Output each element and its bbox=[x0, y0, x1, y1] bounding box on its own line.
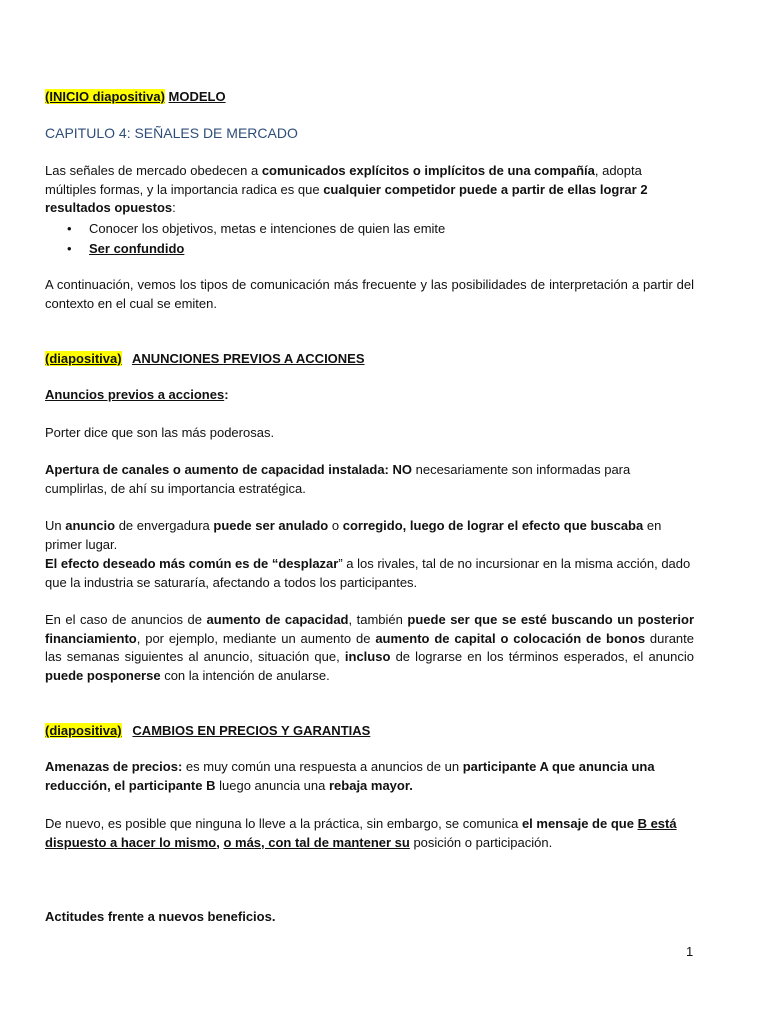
bold-text: rebaja mayor. bbox=[328, 777, 413, 793]
paragraph-intro bbox=[45, 162, 694, 218]
text: luego anuncia una bbox=[215, 777, 329, 793]
bold-text: el mensaje de que bbox=[521, 816, 638, 831]
bold-text: Actitudes frente a nuevos beneficios. bbox=[45, 909, 276, 924]
heading-title: MODELO bbox=[168, 89, 226, 104]
subheading-anuncios bbox=[45, 386, 694, 405]
chapter-title: CAPITULO 4: SEÑALES DE MERCADO bbox=[45, 125, 298, 141]
bold-text: participante A que anuncia una reducción, el participante B bbox=[45, 759, 655, 793]
paragraph-efecto bbox=[45, 555, 694, 592]
bold-text: aumento de capacidad bbox=[206, 612, 349, 627]
bullet-list bbox=[67, 219, 667, 259]
text: Un bbox=[45, 518, 66, 533]
text: , adopta múltiples formas, y la importancia radica es que bbox=[45, 163, 642, 197]
paragraph-apertura bbox=[45, 461, 694, 498]
paragraph-amenazas bbox=[45, 758, 694, 795]
bold-text: puede ser anulado bbox=[213, 518, 329, 533]
bold-text: puede posponerse bbox=[45, 667, 161, 683]
text: posición o participación. bbox=[409, 834, 553, 850]
text: : bbox=[172, 200, 176, 215]
heading-modelo bbox=[45, 88, 694, 107]
paragraph-anuncio bbox=[45, 517, 694, 554]
underlined-bold-text: B está dispuesto a hacer lo mismo, bbox=[45, 816, 677, 850]
text: Las señales de mercado obedecen a bbox=[45, 163, 262, 178]
bullet-icon: • bbox=[67, 241, 72, 256]
text: necesariamente son informadas para cumplirlas, de ahí su importancia estratégica. bbox=[45, 462, 631, 496]
text: , por ejemplo, mediante un aumento de bbox=[136, 630, 376, 646]
bullet-icon: • bbox=[67, 221, 72, 236]
bold-text: puede ser que se esté buscando un posterior financiamiento bbox=[45, 612, 695, 646]
heading-title: CAMBIOS EN PRECIOS Y GARANTIAS bbox=[132, 723, 371, 738]
text: ” a los rivales, tal de no incursionar en la misma acción, dado que la industria se saturaría, afectando a todos los participantes. bbox=[45, 556, 691, 590]
text: de lograrse en los términos esperados, el anuncio bbox=[390, 649, 694, 664]
list-item-text: Ser confundido bbox=[89, 241, 185, 256]
text: de envergadura bbox=[115, 518, 214, 533]
list-item-text: Conocer los objetivos, metas e intenciones de quien las emite bbox=[89, 221, 446, 236]
bold-text: incluso bbox=[344, 649, 391, 664]
bold-text: corregido, luego de lograr el efecto que buscaba bbox=[342, 518, 644, 533]
bold-text: cualquier competidor puede a partir de ellas lograr 2 resultados opuestos bbox=[45, 181, 648, 215]
list-item bbox=[67, 219, 667, 239]
text: , también bbox=[348, 612, 408, 627]
page-number: 1 bbox=[686, 944, 694, 959]
bold-text: anuncio bbox=[65, 518, 116, 533]
bold-text: aumento de capital o colocación de bonos bbox=[375, 630, 646, 646]
text: es muy común una respuesta a anuncios de un bbox=[182, 759, 463, 774]
text: o bbox=[328, 518, 343, 533]
list-item bbox=[67, 239, 667, 259]
slide-tag: (diapositiva) bbox=[45, 351, 122, 366]
underlined-bold-text: o más, con tal de mantener su bbox=[223, 834, 410, 850]
paragraph-continuation: A continuación, vemos los tipos de comunicación más frecuente y las posibilidades de interpretación a partir del contexto en el cual se emiten. bbox=[45, 277, 694, 311]
subheading-label: Anuncios previos a acciones bbox=[45, 387, 225, 402]
bold-text: Amenazas de precios: bbox=[45, 759, 183, 774]
bold-text: comunicados explícitos o implícitos de una compañía bbox=[261, 163, 595, 178]
slide-tag: (INICIO diapositiva) bbox=[45, 89, 165, 104]
text: durante las semanas siguientes al anuncio, situación que, bbox=[45, 630, 695, 664]
bold-text: El efecto deseado más común es de “desplazar bbox=[45, 556, 339, 571]
paragraph-de-nuevo bbox=[45, 815, 694, 852]
text: : bbox=[224, 387, 229, 402]
slide-tag: (diapositiva) bbox=[45, 723, 122, 738]
paragraph-capacidad bbox=[45, 611, 694, 685]
heading-title: ANUNCIONES PREVIOS A ACCIONES bbox=[131, 351, 365, 366]
text: En el caso de anuncios de bbox=[45, 612, 207, 627]
bold-text: Apertura de canales o aumento de capacidad instalada: NO bbox=[45, 462, 412, 477]
text: De nuevo, es posible que ninguna lo lleve a la práctica, sin embargo, se comunica bbox=[45, 816, 522, 831]
text: con la intención de anularse. bbox=[160, 667, 330, 683]
heading-cambios bbox=[45, 722, 694, 741]
text: en primer lugar. bbox=[45, 518, 662, 552]
paragraph-porter: Porter dice que son las más poderosas. bbox=[45, 425, 275, 440]
paragraph-actitudes bbox=[45, 908, 694, 927]
heading-anuncios bbox=[45, 350, 694, 369]
